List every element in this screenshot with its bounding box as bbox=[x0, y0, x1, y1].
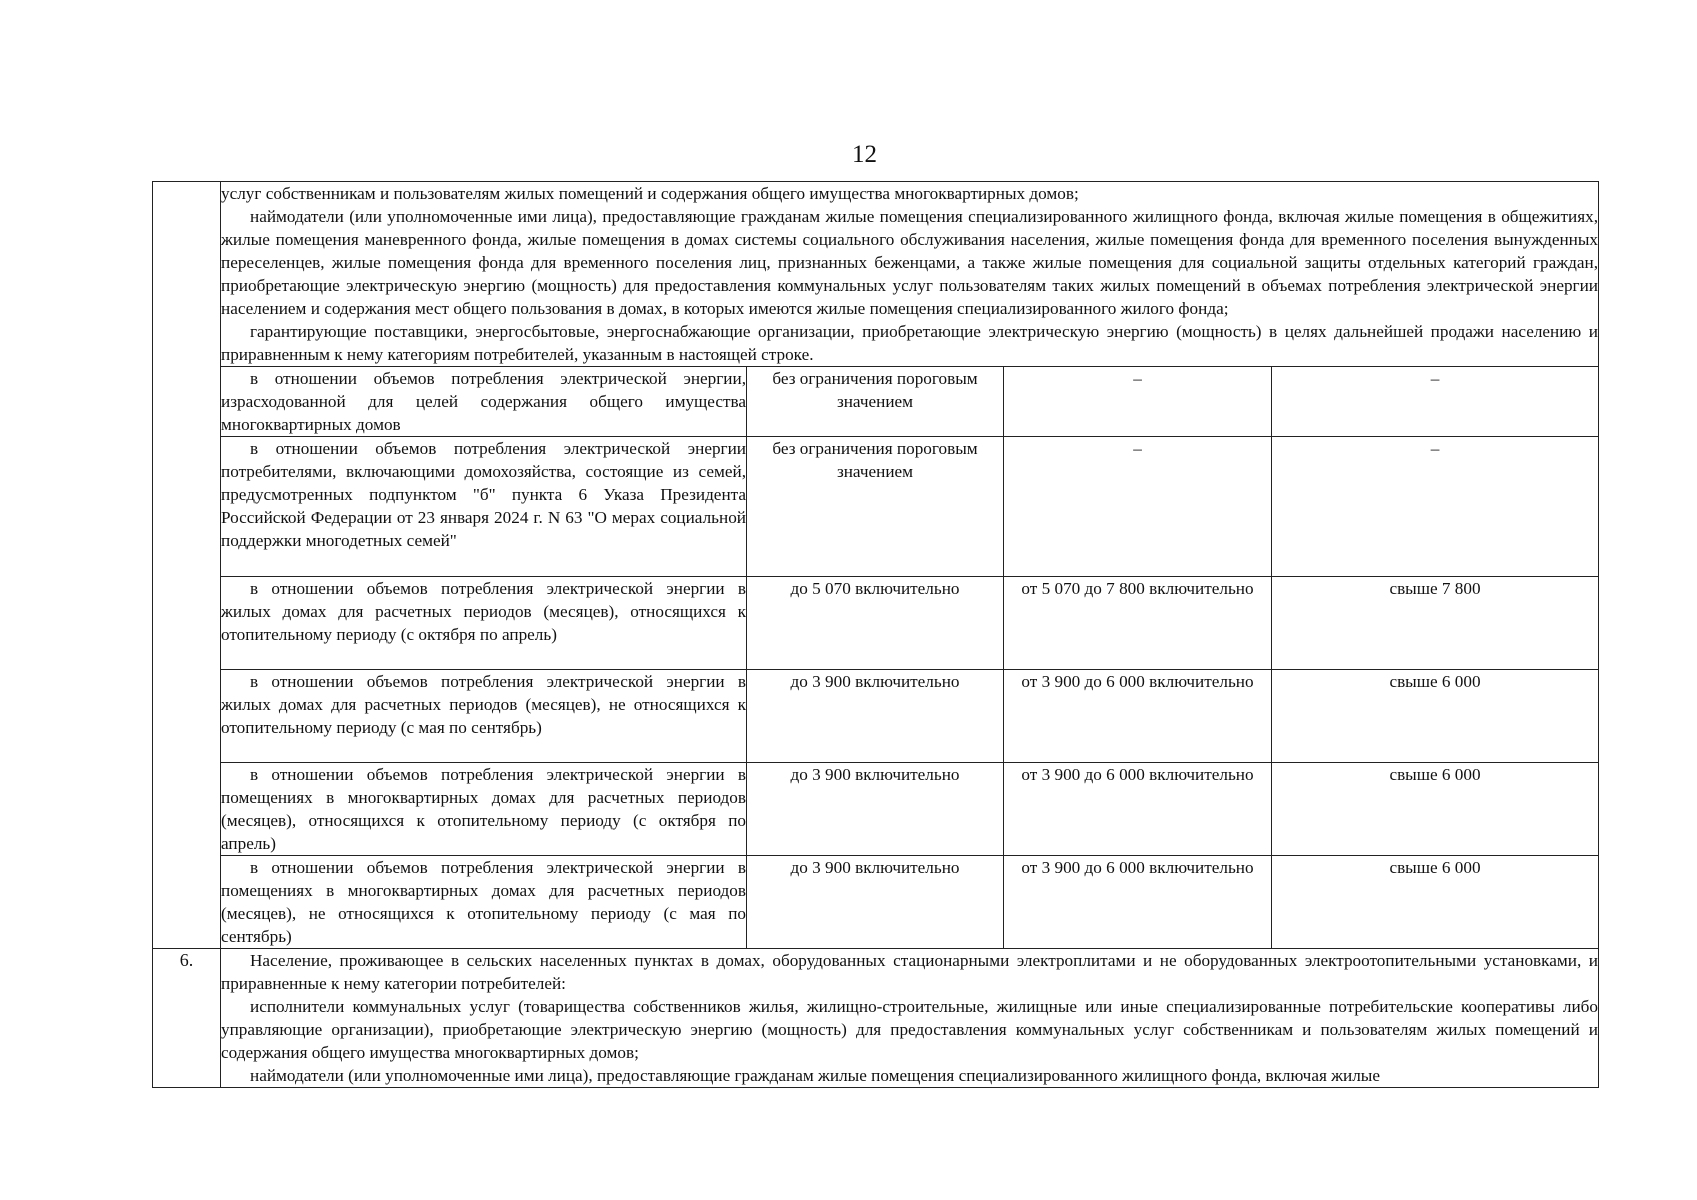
tariff-table bbox=[152, 181, 1599, 1088]
table-row bbox=[153, 367, 1599, 437]
threshold-col-2: – bbox=[1004, 437, 1272, 577]
row-description: в отношении объемов потребления электрической энергии потребителями, включающими домохозяйства, состоящие из семей, предусмотренных подпунктом "б" пункта 6 Указа Президента Российской Федерации от 23 января 2024 г. N 63 "О мерах социальной поддержки многодетных семей" bbox=[221, 437, 747, 577]
threshold-col-1: до 5 070 включительно bbox=[747, 577, 1004, 670]
continued-block-row bbox=[153, 182, 1599, 367]
next-text-cell bbox=[221, 949, 1599, 1088]
row-description: в отношении объемов потребления электрической энергии, израсходованной для целей содержания общего имущества многоквартирных домов bbox=[221, 367, 747, 437]
threshold-col-3: – bbox=[1272, 367, 1599, 437]
table-row bbox=[153, 670, 1599, 763]
threshold-col-3: свыше 6 000 bbox=[1272, 763, 1599, 856]
row-description: в отношении объемов потребления электрической энергии в помещениях в многоквартирных домах для расчетных периодов (месяцев), относящихся к отопительному периоду (с октября по апрель) bbox=[221, 763, 747, 856]
row-number: 6. bbox=[153, 949, 221, 1088]
table-row bbox=[153, 577, 1599, 670]
continued-text-cell bbox=[221, 182, 1599, 367]
threshold-col-1: без ограничения пороговым значением bbox=[747, 367, 1004, 437]
paragraph: исполнители коммунальных услуг (товарищества собственников жилья, жилищно-строительные, жилищные или иные специализированные потребительские кооперативы либо управляющие организации), приобретающие электрическую энергию (мощность) для предоставления коммунальных услуг собственникам и пользователям жилых помещений и содержания общего имущества многоквартирных домов; bbox=[221, 997, 1598, 1062]
paragraph: наймодатели (или уполномоченные ими лица), предоставляющие гражданам жилые помещения специализированного жилищного фонда, включая жилые помещения в общежитиях, жилые помещения маневренного фонда, жилые помещения в домах системы социального обслуживания населения, жилые помещения фонда для временного поселения вынужденных переселенцев, жилые помещения фонда для временного поселения лиц, признанных беженцами, а также жилые помещения для социальной защиты отдельных категорий граждан, приобретающие электрическую энергию (мощность) для предоставления коммунальных услуг пользователям таких жилых помещений в объемах потребления электрической энергии населением и содержания мест общего пользования в домах, в которых имеются жилые помещения специализированного жилого фонда; bbox=[221, 207, 1598, 318]
paragraph: услуг собственникам и пользователям жилых помещений и содержания общего имущества многоквартирных домов; bbox=[221, 184, 1079, 203]
table-row bbox=[153, 763, 1599, 856]
threshold-col-1: до 3 900 включительно bbox=[747, 763, 1004, 856]
table-row bbox=[153, 437, 1599, 577]
threshold-col-3: свыше 7 800 bbox=[1272, 577, 1599, 670]
threshold-col-2: от 5 070 до 7 800 включительно bbox=[1004, 577, 1272, 670]
threshold-col-2: от 3 900 до 6 000 включительно bbox=[1004, 670, 1272, 763]
threshold-col-2: – bbox=[1004, 367, 1272, 437]
threshold-col-1: до 3 900 включительно bbox=[747, 670, 1004, 763]
threshold-col-2: от 3 900 до 6 000 включительно bbox=[1004, 763, 1272, 856]
threshold-col-3: свыше 6 000 bbox=[1272, 670, 1599, 763]
empty-number-cell bbox=[153, 182, 221, 949]
row-description: в отношении объемов потребления электрической энергии в жилых домах для расчетных периодов (месяцев), не относящихся к отопительному периоду (с мая по сентябрь) bbox=[221, 670, 747, 763]
paragraph: гарантирующие поставщики, энергосбытовые, энергоснабжающие организации, приобретающие электрическую энергию (мощность) в целях дальнейшей продажи населению и приравненным к нему категориям потребителей, указанным в настоящей строке. bbox=[221, 322, 1598, 364]
threshold-col-3: свыше 6 000 bbox=[1272, 856, 1599, 949]
threshold-col-1: без ограничения пороговым значением bbox=[747, 437, 1004, 577]
threshold-col-3: – bbox=[1272, 437, 1599, 577]
page-number: 12 bbox=[852, 141, 877, 168]
table-row bbox=[153, 856, 1599, 949]
row-description: в отношении объемов потребления электрической энергии в жилых домах для расчетных периодов (месяцев), относящихся к отопительному периоду (с октября по апрель) bbox=[221, 577, 747, 670]
row-description: в отношении объемов потребления электрической энергии в помещениях в многоквартирных домах для расчетных периодов (месяцев), не относящихся к отопительному периоду (с мая по сентябрь) bbox=[221, 856, 747, 949]
paragraph: наймодатели (или уполномоченные ими лица), предоставляющие гражданам жилые помещения специализированного жилищного фонда, включая жилые bbox=[250, 1066, 1380, 1085]
paragraph: Население, проживающее в сельских населенных пунктах в домах, оборудованных стационарными электроплитами и не оборудованных электроотопительными установками, и приравненные к нему категории потребителей: bbox=[221, 951, 1598, 993]
next-block-row bbox=[153, 949, 1599, 1088]
threshold-col-1: до 3 900 включительно bbox=[747, 856, 1004, 949]
threshold-col-2: от 3 900 до 6 000 включительно bbox=[1004, 856, 1272, 949]
